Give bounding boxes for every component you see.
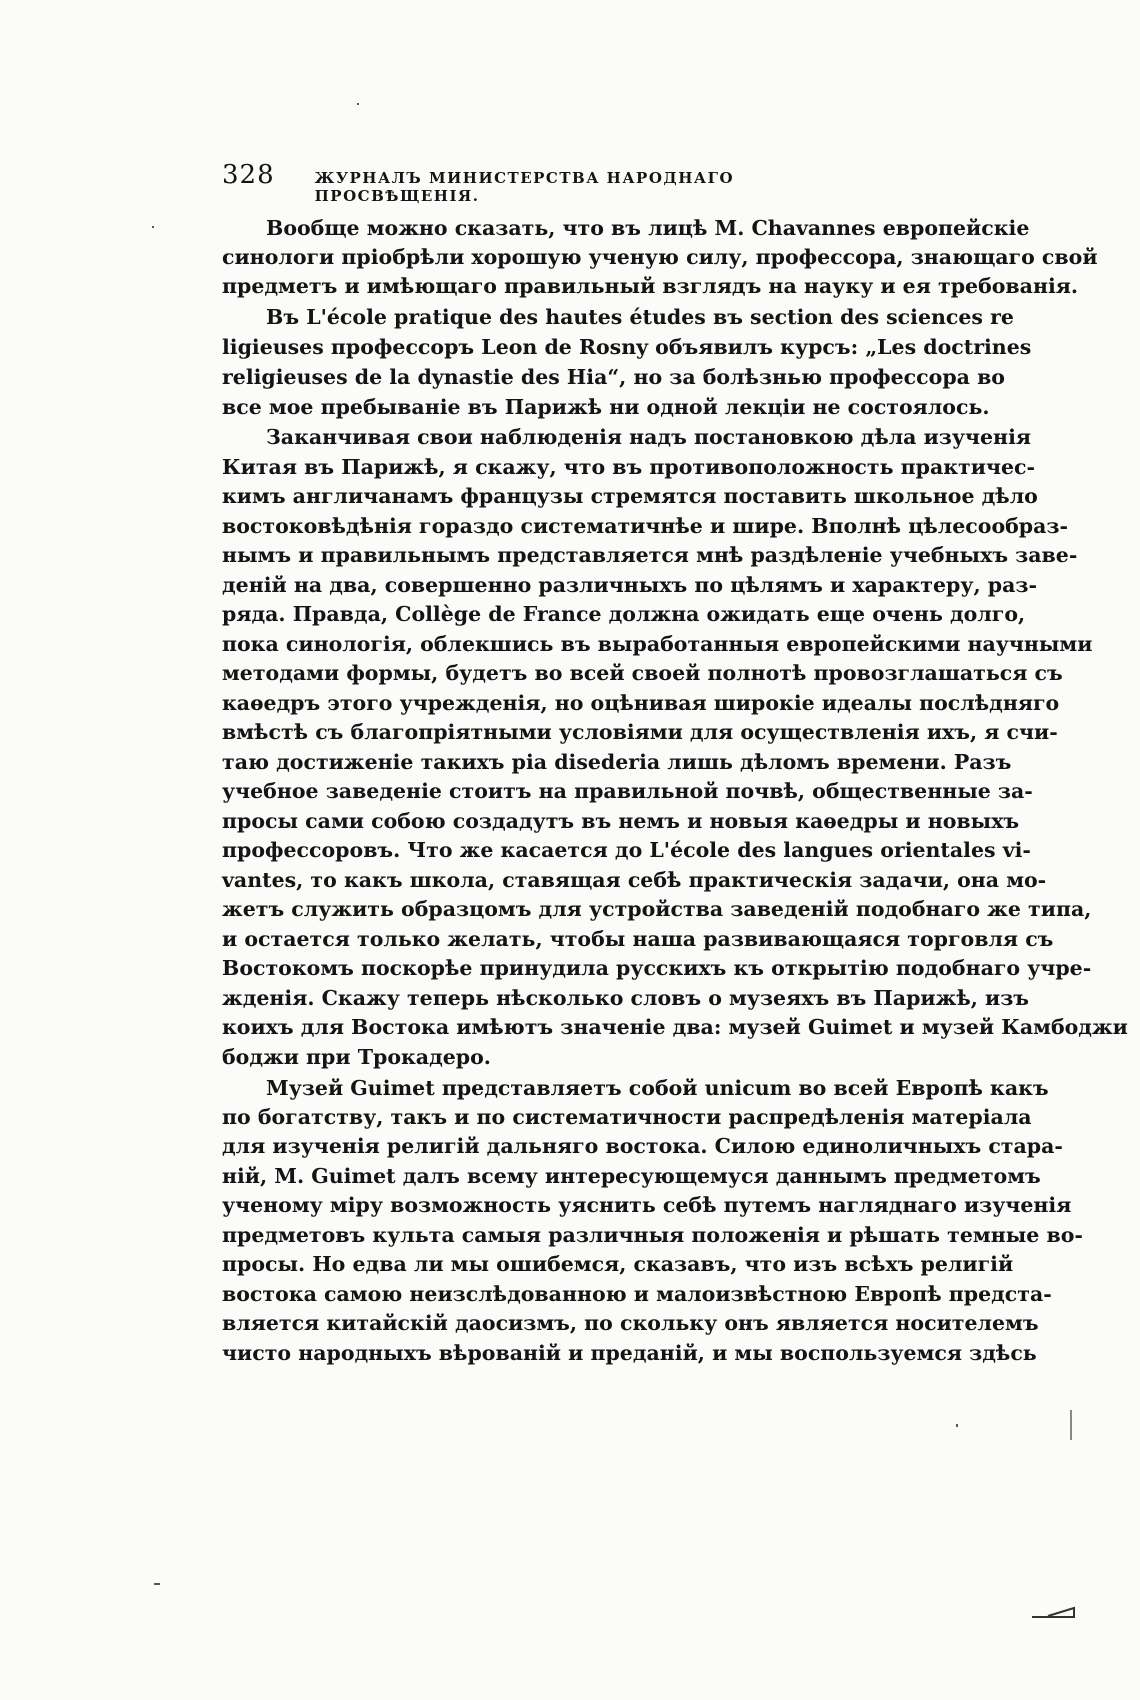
text-line: Въ L'école pratique des hautes études въ section des sciences re [266,305,1014,329]
text-line: vantes, то какъ школа, ставящая себѣ практическія задачи, она мо- [222,868,1047,892]
text-line: профессоровъ. Что же касается до L'école des langues orientales vi- [222,838,1031,862]
text-line: востоковѣдѣнія гораздо систематичнѣе и шире. Вполнѣ цѣлесообраз- [222,514,1068,538]
text-line: Заканчивая свои наблюденія надъ постановкою дѣла изученія [266,425,1031,449]
text-line: Вообще можно сказать, что въ лицѣ M. Chavannes европейскіе [266,216,1030,240]
text-line: ній, M. Guimet далъ всему интересующемуся даннымъ предметомъ [222,1164,1041,1188]
text-line: методами формы, будетъ во всей своей полнотѣ провозглашаться съ [222,661,1063,685]
text-line: чисто народныхъ вѣрованій и преданій, и мы воспользуемся здѣсь [222,1341,1037,1365]
text-line: Музей Guimet представляетъ собой unicum во всей Европѣ какъ [266,1076,1049,1100]
scan-line-mark [1070,1410,1072,1440]
text-line: коихъ для Востока имѣютъ значеніе два: музей Guimet и музей Камбоджи [222,1015,1128,1039]
text-line: предметъ и имѣющаго правильный взглядъ на науку и ея требованія. [222,274,1079,298]
page-number: 328 [222,160,275,190]
text-line: для изученія религій дальняго востока. Силою единоличныхъ стара- [222,1134,1063,1158]
running-title: ЖУРНАЛЪ МИНИСТЕРСТВА НАРОДНАГО ПРОСВѢЩЕНІЯ. [314,169,735,205]
text-line: просы. Но едва ли мы ошибемся, сказавъ, что изъ всѣхъ религій [222,1252,1014,1276]
scan-speck [152,226,154,228]
text-line: ряда. Правда, Collège de France должна ожидать еще очень долго, [222,602,1026,626]
text-line: ученому міру возможность уяснить себѣ путемъ нагляднаго изученія [222,1193,1072,1217]
scan-speck [956,1424,958,1427]
scan-speck [154,1583,160,1585]
text-line: жетъ служить образцомъ для устройства заведеній подобнаго же типа, [222,897,1092,921]
page-header [222,160,902,205]
text-line: востока самою неизслѣдованною и малоизвѣстною Европѣ предста- [222,1282,1052,1306]
text-line: вляется китайскій даосизмъ, по скольку онъ является носителемъ [222,1311,1039,1335]
text-line: religieuses de la dynastie des Hia“, но за болѣзнью профессора во [222,365,1005,389]
text-line: деній на два, совершенно различныхъ по цѣлямъ и характеру, раз- [222,573,1037,597]
text-line: Востокомъ поскорѣе принудила русскихъ къ открытію подобнаго учре- [222,956,1092,980]
text-line: синологи пріобрѣли хорошую ученую силу, профессора, знающаго свой [222,245,1098,269]
text-line: по богатству, такъ и по систематичности распредѣленія матеріала [222,1105,1032,1129]
text-line: кимъ англичанамъ французы стремятся поставить школьное дѣло [222,484,1038,508]
text-line: предметовъ культа самыя различныя положенія и рѣшать темные во- [222,1223,1083,1247]
scan-speck [357,103,359,105]
text-line: боджи при Трокадеро. [222,1045,491,1069]
text-line: просы сами собою создадутъ въ немъ и новыя каѳедры и новыхъ [222,809,1020,833]
text-line: пока синологія, облекшись въ выработанныя европейскими научными [222,632,1093,656]
text-line: Китая въ Парижѣ, я скажу, что въ противоположность практичес- [222,455,1035,479]
text-line: ligieuses профессоръ Leon de Rosny объявилъ курсъ: „Les doctrines [222,335,1032,359]
text-line: таю достиженіе такихъ pia disederia лишь дѣломъ времени. Разъ [222,750,1012,774]
text-line: вмѣстѣ съ благопріятными условіями для осуществленія ихъ, я счи- [222,720,1058,744]
text-line: все мое пребываніе въ Парижѣ ни одной лекціи не состоялось. [222,395,990,419]
text-line: учебное заведеніе стоитъ на правильной почвѣ, общественные за- [222,779,1033,803]
text-line: нымъ и правильнымъ представляется мнѣ раздѣленіе учебныхъ заве- [222,543,1078,567]
text-line: каѳедръ этого учрежденія, но оцѣнивая широкіе идеалы послѣдняго [222,691,1060,715]
text-line: и остается только желать, чтобы наша развивающаяся торговля съ [222,927,1054,951]
page-corner-mark [1030,1606,1078,1620]
text-line: жденія. Скажу теперь нѣсколько словъ о музеяхъ въ Парижѣ, изъ [222,986,1030,1010]
